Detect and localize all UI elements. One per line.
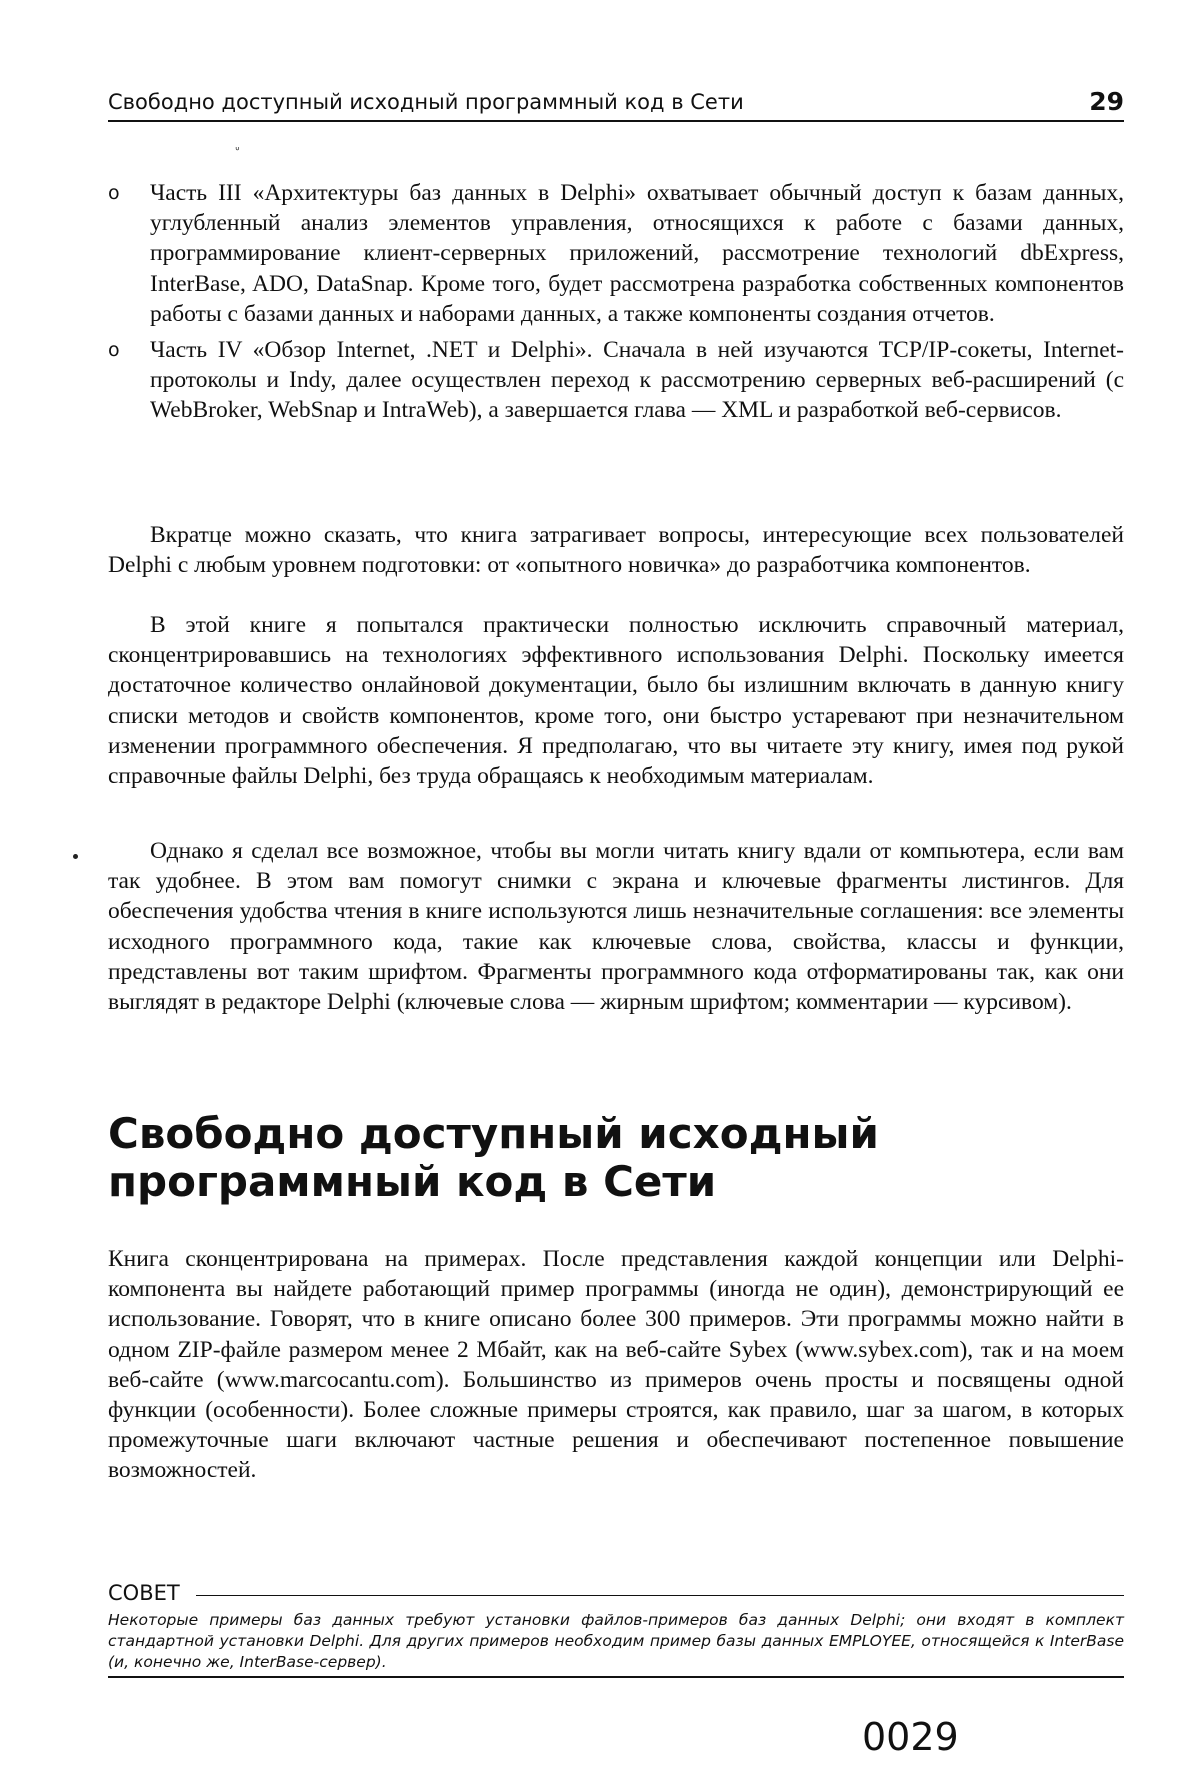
stray-pen-mark: ᐡ bbox=[235, 144, 240, 158]
list-item bbox=[108, 178, 1124, 329]
bullet-marker: o bbox=[108, 339, 120, 362]
parts-list bbox=[108, 178, 1124, 432]
margin-dot bbox=[73, 854, 78, 859]
scan-page-number: 0029 bbox=[862, 1715, 959, 1759]
page-number: 29 bbox=[1089, 87, 1124, 116]
list-item bbox=[108, 335, 1124, 426]
running-header-title: Свободно доступный исходный программный код в Сети bbox=[108, 90, 744, 114]
section-body-paragraph: Книга сконцентрирована на примерах. После представления каждой концепции или Delphi-компонента вы найдете работающий пример программы (иногда не один), демонстрирующий ее использование. Говорят, что в книге описано более 300 примеров. Эти программы можно найти в одном ZIP-файле размером менее 2 Мбайт, как на веб-сайте Sybex (www.sybex.com), так и на моем веб-сайте (www.marcocantu.com). Большинство из примеров очень просты и посвящены одной функции (особенности). Более сложные примеры строятся, как правило, шаг за шагом, в которых промежуточные шаги включают частные решения и обеспечивают постепенное повышение возможностей. bbox=[108, 1246, 1124, 1484]
list-item-text: Часть IV «Обзор Internet, .NET и Delphi». Сначала в ней изучаются TCP/IP-сокеты, Internet-протоколы и Indy, далее осуществлен переход к рассмотрению серверных веб-расширений (с WebBroker, WebSnap и IntraWeb), а завершается глава — XML и разработкой веб-сервисов. bbox=[150, 337, 1124, 424]
bullet-marker: o bbox=[108, 182, 120, 204]
list-item-text: Часть III «Архитектуры баз данных в Delphi» охватывает обычный доступ к базам данных, углубленный анализ элементов управления, относящихся к работе с базами данных, программирование клиент-серверных приложений, рассмотрение технологий dbExpress, InterBase, ADO, DataSnap. Кроме того, будет рассмотрена разработка собственных компонентов работы с базами данных и наборами данных, а также компоненты создания отчетов. bbox=[150, 180, 1124, 327]
body-paragraph: В этой книге я попытался практически полностью исключить справочный материал, сконцентрировавшись на технологиях эффективного использования Delphi. Поскольку имеется достаточное количество онлайновой документации, было бы излишним включать в данную книгу списки методов и свойств компонентов, кроме того, они быстро устаревают при незначительном изменении программного обеспечения. Я предполагаю, что вы читаете эту книгу, имея под рукой справочные файлы Delphi, без труда обращаясь к необходимым материалам. bbox=[108, 612, 1124, 790]
tip-header bbox=[108, 1580, 1124, 1608]
body-paragraph: Однако я сделал все возможное, чтобы вы могли читать книгу вдали от компьютера, если вам так удобнее. В этом вам помогут снимки с экрана и ключевые фрагменты листингов. Для обеспечения удобства чтения в книге используются лишь незначительные соглашения: все элементы исходного программного кода, такие как ключевые слова, свойства, классы и функции, представлены вот таким шрифтом. Фрагменты программного кода отформатированы так, как они выглядят в редакторе Delphi (ключевые слова — жирным шрифтом; комментарии — курсивом). bbox=[108, 838, 1124, 1016]
body-paragraph: Вкратце можно сказать, что книга затрагивает вопросы, интересующие всех пользователей Delphi с любым уровнем подготовки: от «опытного новичка» до разработчика компонентов. bbox=[108, 522, 1124, 579]
tip-text: Некоторые примеры баз данных требуют установки файлов-примеров баз данных Delphi; они входят в комплект стандартной установки Delphi. Для других примеров необходим пример базы данных EMPLOYEE, относящейся к InterBase (и, конечно же, InterBase-сервер). bbox=[108, 1611, 1124, 1671]
tip-rule bbox=[196, 1595, 1124, 1596]
section-heading: Свободно доступный исходный программный код в Сети bbox=[108, 1109, 879, 1206]
running-header bbox=[108, 80, 1124, 122]
tip-box bbox=[108, 1580, 1124, 1678]
tip-label: СОВЕТ bbox=[108, 1580, 186, 1606]
